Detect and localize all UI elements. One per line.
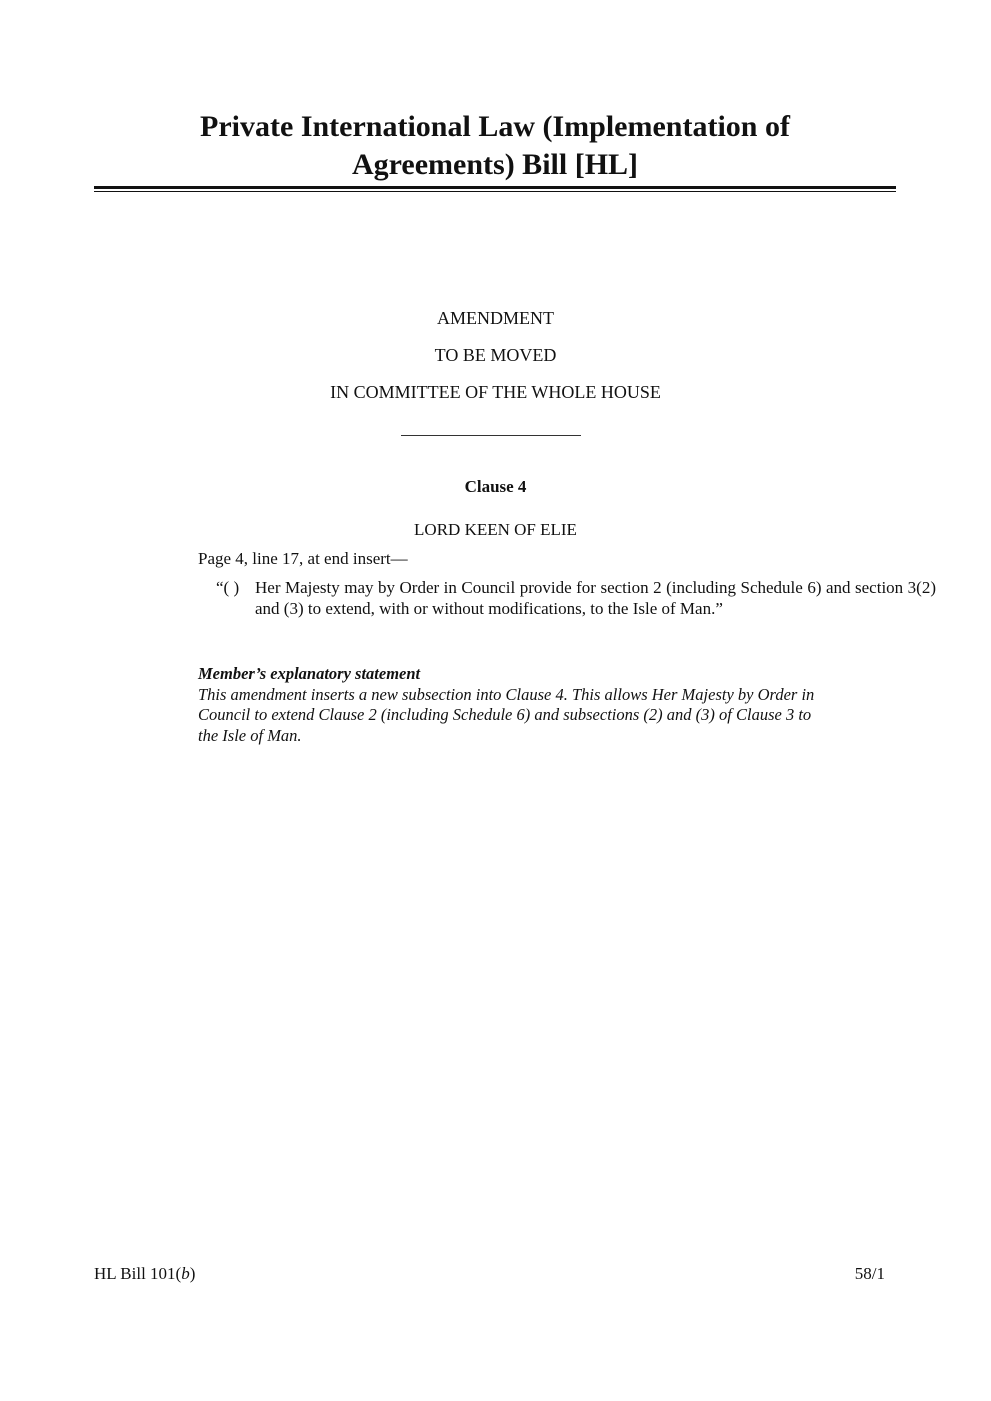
footer-bill-reference: [94, 1264, 195, 1284]
title-rule-thin: [94, 191, 896, 192]
bill-title: [94, 108, 896, 184]
footer-page-reference: 58/1: [854, 1264, 885, 1283]
heading-committee: IN COMMITTEE OF THE WHOLE HOUSE: [330, 382, 661, 402]
title-rule-thick: [94, 186, 896, 189]
bill-ref-prefix: HL Bill 101(: [94, 1264, 182, 1283]
heading-amendment: AMENDMENT: [437, 308, 554, 328]
heading-to-be-moved: TO BE MOVED: [434, 345, 557, 365]
section-divider: [401, 435, 581, 436]
explanatory-statement: [198, 664, 898, 746]
inserted-subsection: [216, 578, 936, 619]
bill-title-line-1: Private International Law (Implementation of: [200, 110, 790, 143]
bill-title-line-2: Agreements) Bill [HL]: [351, 148, 639, 181]
explanatory-statement-line-2: Council to extend Clause 2 (including Schedule 6) and subsections (2) and (3) of Clause 3 to: [198, 705, 812, 724]
clause-heading: Clause 4: [464, 477, 527, 496]
explanatory-statement-heading: Member’s explanatory statement: [198, 664, 421, 683]
subsection-number: “( ): [216, 578, 240, 597]
amendment-location: Page 4, line 17, at end insert—: [198, 549, 408, 568]
bill-ref-suffix: ): [189, 1264, 196, 1283]
mover-name: LORD KEEN OF ELIE: [414, 520, 577, 539]
bill-ref-italic: b: [181, 1264, 190, 1283]
explanatory-statement-line-1: This amendment inserts a new subsection into Clause 4. This allows Her Majesty by Order in: [198, 684, 815, 704]
subsection-text: Her Majesty may by Order in Council provide for section 2 (including Schedule 6) and section 3(2) and (3) to extend, with or without modifications, to the Isle of Man.”: [255, 578, 936, 618]
explanatory-statement-line-3: the Isle of Man.: [198, 725, 302, 745]
